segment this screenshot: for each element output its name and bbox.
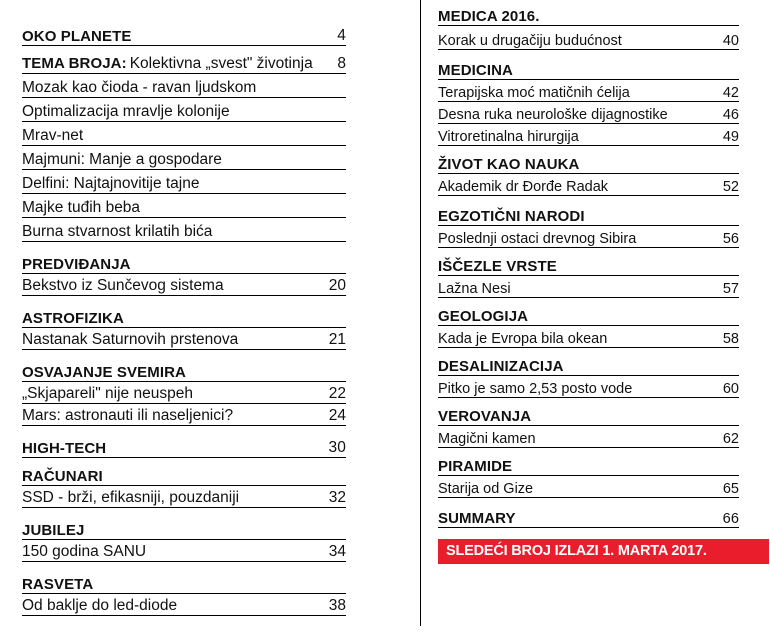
article-title: Majke tuđih beba	[22, 199, 141, 216]
article-pitko[interactable]	[438, 378, 739, 398]
article-title: Mozak kao čioda - ravan ljudskom	[22, 79, 257, 96]
article-saturn[interactable]	[22, 330, 346, 350]
article-bekstvo[interactable]	[22, 276, 346, 296]
section-piramide[interactable]	[438, 454, 739, 476]
page-number: 49	[722, 129, 739, 145]
section-astrofizika[interactable]	[22, 306, 346, 328]
article-nesi[interactable]	[438, 278, 739, 298]
page-number: 32	[328, 489, 346, 506]
section-summary[interactable]	[438, 506, 739, 528]
section-osvajanje[interactable]	[22, 360, 346, 382]
section-predvidjanja[interactable]	[22, 252, 346, 274]
article-title: Mars: astronauti ili naseljenici?	[22, 407, 234, 424]
page-number: 8	[337, 55, 346, 72]
article-optimalizacija[interactable]	[22, 102, 346, 122]
page-number: 58	[722, 331, 739, 347]
section-title: ASTROFIZIKA	[22, 310, 124, 327]
section-title: GEOLOGIJA	[438, 308, 529, 325]
article-title: Burna stvarnost krilatih bića	[22, 223, 213, 240]
article-title: Magični kamen	[438, 431, 536, 447]
section-title: VEROVANJA	[438, 408, 532, 425]
page-number: 34	[328, 543, 346, 560]
section-title: IŠČEZLE VRSTE	[438, 258, 557, 275]
section-oko-planete[interactable]	[22, 26, 346, 46]
article-mars[interactable]	[22, 406, 346, 426]
section-desalinizacija[interactable]	[438, 354, 739, 376]
article-ssd[interactable]	[22, 488, 346, 508]
article-title: Akademik dr Đorđe Radak	[438, 179, 609, 195]
section-rasveta[interactable]	[22, 572, 346, 594]
section-tema-broja[interactable]	[22, 52, 346, 74]
section-racunari[interactable]	[22, 464, 346, 486]
section-title: MEDICINA	[438, 62, 513, 79]
section-title: JUBILEJ	[22, 522, 85, 539]
page-number: 42	[722, 85, 739, 101]
article-vitroretinalna[interactable]	[438, 126, 739, 146]
article-title: Pitko je samo 2,53 posto vode	[438, 381, 633, 397]
section-subtitle: Kolektivna „svest" životinja	[129, 55, 313, 72]
article-mrav-net[interactable]	[22, 126, 346, 146]
page-number: 30	[328, 439, 346, 456]
article-title: Terapijska moć matičnih ćelija	[438, 85, 630, 101]
article-sanu[interactable]	[22, 542, 346, 562]
section-medica[interactable]	[438, 6, 739, 26]
article-title: Poslednji ostaci drevnog Sibira	[438, 231, 637, 247]
page-number: 24	[328, 407, 346, 424]
article-korak[interactable]	[438, 30, 739, 50]
section-title: RAČUNARI	[22, 468, 103, 485]
section-zivot-kao-nauka[interactable]	[438, 152, 739, 174]
article-maticne-celije[interactable]	[438, 82, 739, 102]
page-number: 20	[328, 277, 346, 294]
article-title: Mrav-net	[22, 127, 84, 144]
article-delfini[interactable]	[22, 174, 346, 194]
article-radak[interactable]	[438, 176, 739, 196]
article-title: Optimalizacija mravlje kolonije	[22, 103, 230, 120]
section-title: RASVETA	[22, 576, 94, 593]
section-geologija[interactable]	[438, 304, 739, 326]
article-title: Starija od Gize	[438, 481, 534, 497]
page-number: 66	[722, 511, 739, 527]
page-number: 46	[722, 107, 739, 123]
page-number: 38	[328, 597, 346, 614]
section-egzoticni-narodi[interactable]	[438, 204, 739, 226]
page-number: 65	[722, 481, 739, 497]
page-number: 60	[722, 381, 739, 397]
section-verovanja[interactable]	[438, 404, 739, 426]
section-title: DESALINIZACIJA	[438, 358, 564, 375]
page-number: 4	[337, 27, 346, 44]
article-giza[interactable]	[438, 478, 739, 498]
article-title: TEMA BROJA:	[22, 55, 127, 72]
section-iscezle-vrste[interactable]	[438, 254, 739, 276]
page-number: 40	[722, 33, 739, 49]
next-issue-banner: SLEDEĆI BROJ IZLAZI 1. MARTA 2017.	[438, 539, 769, 564]
article-title: Korak u drugačiju budućnost	[438, 33, 622, 49]
article-title: „Skjapareli" nije neuspeh	[22, 385, 193, 402]
section-title: MEDICA 2016.	[438, 8, 540, 25]
section-title: ŽIVOT KAO NAUKA	[438, 156, 580, 173]
article-title: 150 godina SANU	[22, 543, 147, 560]
article-burna[interactable]	[22, 222, 346, 242]
article-majmuni[interactable]	[22, 150, 346, 170]
article-title: Vitroretinalna hirurgija	[438, 129, 579, 145]
article-baklje[interactable]	[22, 596, 346, 616]
article-title: Majmuni: Manje a gospodare	[22, 151, 222, 168]
section-title: PIRAMIDE	[438, 458, 513, 475]
article-dijagnostika[interactable]	[438, 104, 739, 124]
section-title: SUMMARY	[438, 510, 516, 527]
section-medicina[interactable]	[438, 58, 739, 80]
section-title: EGZOTIČNI NARODI	[438, 208, 585, 225]
article-title: Lažna Nesi	[438, 281, 511, 297]
section-high-tech[interactable]	[22, 436, 346, 458]
page-number: 57	[722, 281, 739, 297]
page-number: 22	[328, 385, 346, 402]
article-mozak[interactable]	[22, 78, 346, 98]
section-title-with-subtitle	[22, 55, 313, 73]
page-number: 62	[722, 431, 739, 447]
column-divider	[420, 0, 421, 626]
section-title: OSVAJANJE SVEMIRA	[22, 364, 186, 381]
article-sibir[interactable]	[438, 228, 739, 248]
article-kamen[interactable]	[438, 428, 739, 448]
page-number: 56	[722, 231, 739, 247]
article-title: Kada je Evropa bila okean	[438, 331, 608, 347]
article-skjapareli[interactable]	[22, 384, 346, 404]
section-title: PREDVIĐANJA	[22, 256, 131, 273]
article-title: Bekstvo iz Sunčevog sistema	[22, 277, 224, 294]
article-title: Od baklje do led-diode	[22, 597, 178, 614]
article-title: Nastanak Saturnovih prstenova	[22, 331, 239, 348]
article-evropa[interactable]	[438, 328, 739, 348]
article-title: Delfini: Najtajnovitije tajne	[22, 175, 200, 192]
article-title: SSD - brži, efikasniji, pouzdaniji	[22, 489, 240, 506]
article-title: Desna ruka neurološke dijagnostike	[438, 107, 668, 123]
page-number: 21	[328, 331, 346, 348]
section-jubilej[interactable]	[22, 518, 346, 540]
section-title: OKO PLANETE	[22, 28, 132, 45]
section-title: HIGH-TECH	[22, 440, 107, 457]
article-majke[interactable]	[22, 198, 346, 218]
page-number: 52	[722, 179, 739, 195]
